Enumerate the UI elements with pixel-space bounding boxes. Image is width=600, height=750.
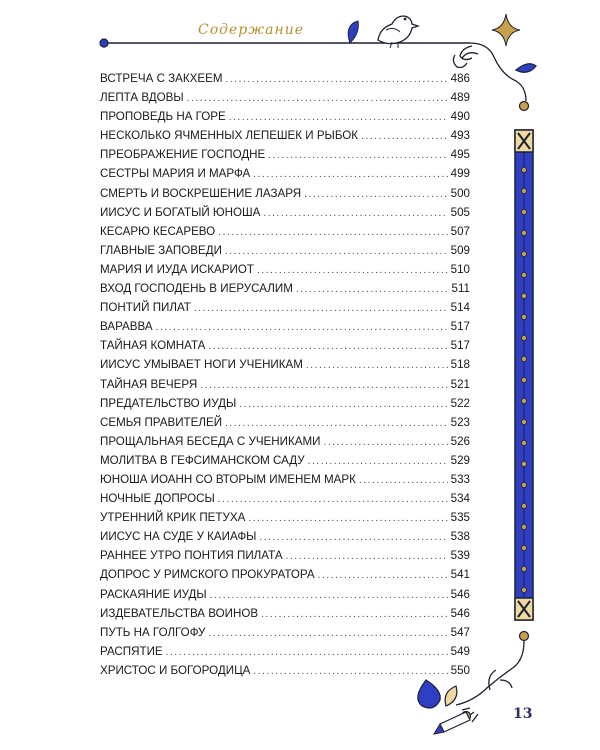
dot-leader bbox=[323, 433, 447, 452]
toc-entry[interactable] bbox=[100, 375, 470, 394]
toc-entry[interactable] bbox=[100, 69, 470, 88]
toc-entry-page: 509 bbox=[450, 243, 470, 257]
dot-leader bbox=[166, 643, 448, 662]
toc-entry-title: РАСПЯТИЕ bbox=[100, 644, 163, 658]
toc-entry-title: ВХОД ГОСПОДЕНЬ В ИЕРУСАЛИМ bbox=[100, 282, 293, 296]
toc-entry-title: НОЧНЫЕ ДОПРОСЫ bbox=[100, 492, 215, 506]
dot-leader bbox=[257, 261, 448, 280]
toc-entry[interactable] bbox=[100, 222, 470, 241]
toc-entry[interactable] bbox=[100, 623, 470, 642]
dot-leader bbox=[200, 376, 447, 395]
band-bead bbox=[521, 230, 526, 235]
toc-entry-page: 526 bbox=[450, 434, 470, 448]
toc-entry[interactable] bbox=[100, 546, 470, 565]
toc-entry[interactable] bbox=[100, 88, 470, 107]
band-bead bbox=[521, 188, 526, 193]
toc-entry[interactable] bbox=[100, 260, 470, 279]
toc-entry-title: ТАЙНАЯ ВЕЧЕРЯ bbox=[100, 377, 198, 391]
dot-leader bbox=[359, 471, 448, 490]
dot-leader bbox=[261, 605, 448, 624]
toc-entry-page: 507 bbox=[450, 224, 470, 238]
toc-entry-page: 493 bbox=[450, 129, 470, 143]
toc-entry-page: 505 bbox=[450, 205, 470, 219]
toc-entry[interactable] bbox=[100, 336, 470, 355]
dot-leader bbox=[208, 337, 447, 356]
dot-leader bbox=[229, 108, 448, 127]
toc-entry-page: 514 bbox=[450, 301, 470, 315]
toc-entry[interactable] bbox=[100, 604, 470, 623]
toc-entry-page: 541 bbox=[450, 568, 470, 582]
dot-leader bbox=[218, 223, 447, 242]
toc-entry-title: ДОПРОС У РИМСКОГО ПРОКУРАТОРА bbox=[100, 568, 315, 582]
band-bead bbox=[521, 503, 526, 508]
band-bead bbox=[521, 461, 526, 466]
toc-entry-page: 521 bbox=[450, 377, 470, 391]
drop-icon bbox=[418, 680, 440, 708]
dot-leader bbox=[286, 547, 448, 566]
toc-entry-page: 535 bbox=[450, 511, 470, 525]
toc-entry-title: РАСКАЯНИЕ ИУДЫ bbox=[100, 587, 207, 601]
band-bead bbox=[521, 377, 526, 382]
toc-entry-page: 538 bbox=[450, 530, 470, 544]
toc-entry[interactable] bbox=[100, 298, 470, 317]
dot-leader bbox=[361, 127, 448, 146]
toc-entry-title: ЛЕПТА ВДОВЫ bbox=[100, 91, 184, 105]
dot-leader bbox=[156, 318, 448, 337]
band-bead bbox=[521, 587, 526, 592]
dot-leader bbox=[259, 528, 447, 547]
toc-entry-page: 495 bbox=[450, 148, 470, 162]
toc-entry-title: КЕСАРЮ КЕСАРЕВО bbox=[100, 224, 216, 238]
toc-entry-title: ПРОПОВЕДЬ НА ГОРЕ bbox=[100, 110, 226, 124]
toc-entry-title: ВАРАВВА bbox=[100, 320, 153, 334]
band-beads bbox=[521, 167, 526, 592]
toc-entry[interactable] bbox=[100, 527, 470, 546]
toc-entry[interactable] bbox=[100, 184, 470, 203]
toc-entry[interactable] bbox=[100, 661, 470, 680]
dot-leader bbox=[263, 204, 447, 223]
toc-entry-title: ПРОЩАЛЬНАЯ БЕСЕДА С УЧЕНИКАМИ bbox=[100, 434, 321, 448]
header-title: Содержание bbox=[198, 22, 305, 38]
toc-entry-page: 490 bbox=[450, 110, 470, 124]
star-icon bbox=[492, 14, 520, 46]
toc-entry-title: ИИСУС УМЫВАЕТ НОГИ УЧЕНИКАМ bbox=[100, 358, 303, 372]
toc-entry[interactable] bbox=[100, 585, 470, 604]
band-bead bbox=[521, 314, 526, 319]
toc-entry-page: 510 bbox=[450, 262, 470, 276]
toc-entry-page: 549 bbox=[450, 644, 470, 658]
toc-entry-title: ЮНОША ИОАНН СО ВТОРЫМ ИМЕНЕМ МАРК bbox=[100, 472, 356, 486]
band-bead bbox=[521, 272, 526, 277]
dot-leader bbox=[308, 452, 448, 471]
toc-entry-page: 547 bbox=[450, 625, 470, 639]
toc-entry-title: ХРИСТОС И БОГОРОДИЦА bbox=[100, 663, 251, 677]
toc-entry-title: ИИСУС И БОГАТЫЙ ЮНОША bbox=[100, 205, 261, 219]
dot-leader bbox=[296, 280, 449, 299]
toc-entry-page: 518 bbox=[450, 358, 470, 372]
toc-entry-page: 523 bbox=[450, 415, 470, 429]
toc-entry-page: 500 bbox=[450, 186, 470, 200]
toc-entry-page: 529 bbox=[450, 453, 470, 467]
toc-entry-title: ГЛАВНЫЕ ЗАПОВЕДИ bbox=[100, 243, 222, 257]
toc-entry-title: МОЛИТВА В ГЕФСИМАНСКОМ САДУ bbox=[100, 453, 305, 467]
dot-leader bbox=[248, 509, 447, 528]
band-bead bbox=[521, 335, 526, 340]
toc-entry[interactable] bbox=[100, 508, 470, 527]
band-bead bbox=[521, 293, 526, 298]
toc-entry-page: 486 bbox=[450, 72, 470, 85]
toc-entry[interactable] bbox=[100, 451, 470, 470]
toc-entry[interactable] bbox=[100, 565, 470, 584]
toc-entry-title: РАННЕЕ УТРО ПОНТИЯ ПИЛАТА bbox=[100, 549, 283, 563]
band-bead bbox=[521, 545, 526, 550]
toc-entry-title: ВСТРЕЧА С ЗАКХЕЕМ bbox=[100, 72, 223, 85]
dot-leader bbox=[194, 299, 448, 318]
dot-leader bbox=[210, 586, 448, 605]
toc-entry-page: 534 bbox=[450, 492, 470, 506]
leaf-icon bbox=[445, 686, 457, 706]
toc-entry-title: УТРЕННИЙ КРИК ПЕТУХА bbox=[100, 511, 246, 525]
band-bead bbox=[521, 251, 526, 256]
toc-entry[interactable] bbox=[100, 432, 470, 451]
band-bead bbox=[521, 440, 526, 445]
dot-leader bbox=[304, 185, 448, 204]
toc-entry-title: СМЕРТЬ И ВОСКРЕШЕНИЕ ЛАЗАРЯ bbox=[100, 186, 302, 200]
band-bead bbox=[521, 356, 526, 361]
dot-leader bbox=[253, 662, 447, 681]
dot-leader bbox=[226, 70, 448, 89]
toc-entry[interactable] bbox=[100, 317, 470, 336]
toc-entry[interactable] bbox=[100, 489, 470, 508]
toc-entry-page: 511 bbox=[451, 282, 470, 296]
toc-entry[interactable] bbox=[100, 279, 470, 298]
toc-entry[interactable] bbox=[100, 355, 470, 374]
toc-entry-page: 489 bbox=[450, 91, 470, 105]
brush-icon bbox=[434, 712, 470, 734]
dot-leader bbox=[253, 165, 447, 184]
band-bead bbox=[521, 419, 526, 424]
toc-entry-page: 517 bbox=[450, 320, 470, 334]
toc-entry[interactable] bbox=[100, 642, 470, 661]
toc-entry-page: 533 bbox=[450, 472, 470, 486]
dot-leader bbox=[318, 566, 448, 585]
toc-entry-page: 539 bbox=[450, 549, 470, 563]
toc-entry-title: СЕСТРЫ МАРИЯ И МАРФА bbox=[100, 167, 251, 181]
dot-leader bbox=[239, 395, 447, 414]
toc-entry-page: 499 bbox=[450, 167, 470, 181]
bead-top bbox=[520, 102, 529, 111]
toc-entry-page: 550 bbox=[450, 663, 470, 677]
toc-entry[interactable] bbox=[100, 413, 470, 432]
toc-entry-title: ИЗДЕВАТЕЛЬСТВА ВОИНОВ bbox=[100, 606, 259, 620]
toc-entry[interactable] bbox=[100, 394, 470, 413]
toc-entry-title: МАРИЯ И ИУДА ИСКАРИОТ bbox=[100, 262, 254, 276]
band-bead bbox=[521, 209, 526, 214]
toc-entry-title: ПРЕОБРАЖЕНИЕ ГОСПОДНЕ bbox=[100, 148, 266, 162]
toc-entry-page: 517 bbox=[450, 339, 470, 353]
toc-entry-page: 546 bbox=[450, 606, 470, 620]
dot-leader bbox=[306, 356, 448, 375]
toc-entry-title: ТАЙНАЯ КОМНАТА bbox=[100, 339, 206, 353]
toc-entry-title: ПОНТИЙ ПИЛАТ bbox=[100, 301, 191, 315]
toc-entry-page: 546 bbox=[450, 587, 470, 601]
toc-entry-title: ПРЕДАТЕЛЬСТВО ИУДЫ bbox=[100, 396, 237, 410]
toc-entry-page: 522 bbox=[450, 396, 470, 410]
table-of-contents bbox=[100, 69, 470, 680]
toc-entry[interactable] bbox=[100, 126, 470, 145]
toc-entry-title: ИИСУС НА СУДЕ У КАИАФЫ bbox=[100, 530, 257, 544]
band-bead bbox=[521, 398, 526, 403]
band-bead bbox=[521, 566, 526, 571]
page-number: 13 bbox=[513, 706, 533, 722]
toc-entry[interactable] bbox=[100, 470, 470, 489]
toc-entry[interactable] bbox=[100, 203, 470, 222]
dot-leader bbox=[225, 242, 448, 261]
toc-entry[interactable] bbox=[100, 164, 470, 183]
band-bead bbox=[521, 167, 526, 172]
toc-entry[interactable] bbox=[100, 145, 470, 164]
toc-entry-title: СЕМЬЯ ПРАВИТЕЛЕЙ bbox=[100, 415, 223, 429]
toc-entry[interactable] bbox=[100, 241, 470, 260]
toc-entry-title: НЕСКОЛЬКО ЯЧМЕННЫХ ЛЕПЕШЕК И РЫБОК bbox=[100, 129, 359, 143]
dot-leader bbox=[208, 624, 447, 643]
band-bead bbox=[521, 482, 526, 487]
dot-leader bbox=[187, 89, 448, 108]
dot-leader bbox=[225, 414, 448, 433]
band-bead bbox=[521, 524, 526, 529]
bead-bottom bbox=[520, 632, 529, 641]
toc-entry-title: ПУТЬ НА ГОЛГОФУ bbox=[100, 625, 206, 639]
toc-entry[interactable] bbox=[100, 107, 470, 126]
dot-leader bbox=[268, 146, 447, 165]
dot-leader bbox=[218, 490, 448, 509]
